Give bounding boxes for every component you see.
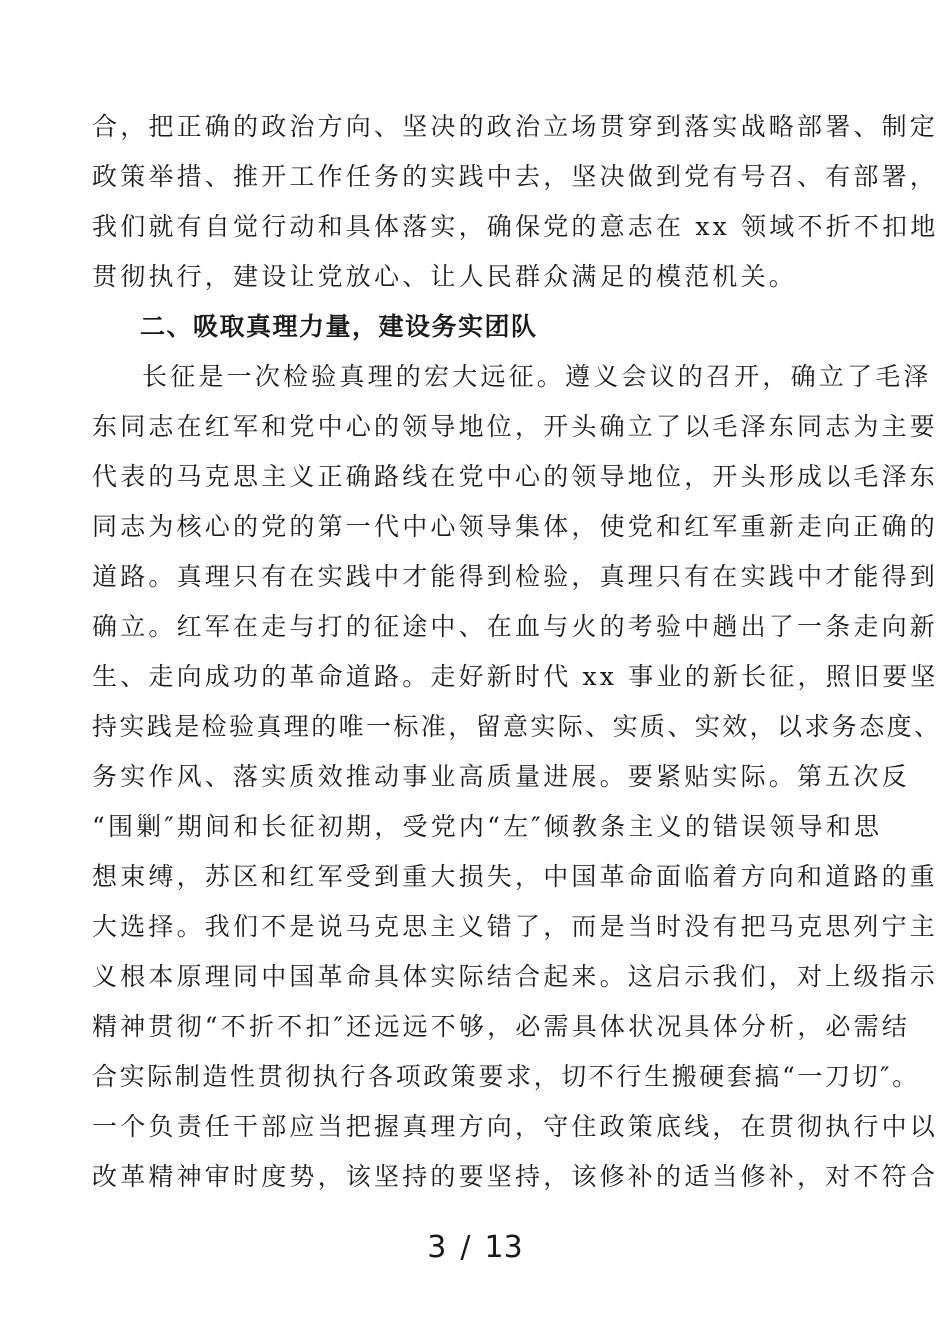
body-text-line: 道路。真理只有在实践中才能得到检验，真理只有在实践中才能得到 bbox=[92, 562, 939, 591]
body-text-line: 合实际制造性贯彻执行各项政策要求，切不行生搬硬套搞“一刀切″。 bbox=[92, 1062, 920, 1091]
body-text-line: 大选择。我们不是说马克思主义错了，而是当时没有把马克思列宁主 bbox=[92, 912, 939, 941]
body-text-line: 同志为核心的党的第一代中心领导集体，使党和红军重新走向正确的 bbox=[92, 512, 939, 541]
body-text-line: 义根本原理同中国革命具体实际结合起来。这启示我们，对上级指示 bbox=[92, 962, 939, 991]
body-text-line: 我们就有自觉行动和具体落实，确保党的意志在 xx 领域不折不扣地 bbox=[92, 212, 939, 241]
body-text-line: 改革精神审时度势，该坚持的要坚持，该修补的适当修补，对不符合 bbox=[92, 1162, 939, 1191]
section-heading: 二、吸取真理力量，建设务实团队 bbox=[140, 312, 538, 341]
body-text-line: 确立。红军在走与打的征途中、在血与火的考验中趟出了一条走向新 bbox=[92, 612, 939, 641]
body-text-line: 持实践是检验真理的唯一标准，留意实际、实质、实效，以求务态度、 bbox=[92, 712, 942, 741]
body-text-line: 长征是一次检验真理的宏大远征。遵义会议的召开，确立了毛泽 bbox=[142, 362, 932, 391]
body-text-line: 东同志在红军和党中心的领导地位，开头确立了以毛泽东同志为主要 bbox=[92, 412, 939, 441]
page-separator: / bbox=[460, 1230, 471, 1265]
body-text-line: 想束缚，苏区和红军受到重大损失，中国革命面临着方向和道路的重 bbox=[92, 862, 939, 891]
page-number-footer bbox=[0, 1230, 950, 1266]
current-page-number: 3 bbox=[427, 1230, 447, 1265]
body-text-line: 代表的马克思主义正确路线在党中心的领导地位，开头形成以毛泽东 bbox=[92, 462, 939, 491]
body-text-line: 政策举措、推开工作任务的实践中去，坚决做到党有号召、有部署， bbox=[92, 162, 939, 191]
total-pages: 13 bbox=[484, 1230, 523, 1265]
body-text-line: 贯彻执行，建设让党放心、让人民群众满足的模范机关。 bbox=[92, 262, 798, 291]
body-text-line: 生、走向成功的革命道路。走好新时代 xx 事业的新长征，照旧要坚 bbox=[92, 662, 939, 691]
body-text-line: 合，把正确的政治方向、坚决的政治立场贯穿到落实战略部署、制定 bbox=[92, 112, 939, 141]
body-text-line: “围剿″期间和长征初期，受党内“左″倾教条主义的错误领导和思 bbox=[92, 812, 883, 841]
body-text-line: 一个负责任干部应当把握真理方向，守住政策底线，在贯彻执行中以 bbox=[92, 1112, 939, 1141]
body-text-line: 精神贯彻“不折不扣″还远远不够，必需具体状况具体分析，必需结 bbox=[92, 1012, 911, 1041]
body-text-line: 务实作风、落实质效推动事业高质量进展。要紧贴实际。第五次反 bbox=[92, 762, 910, 791]
